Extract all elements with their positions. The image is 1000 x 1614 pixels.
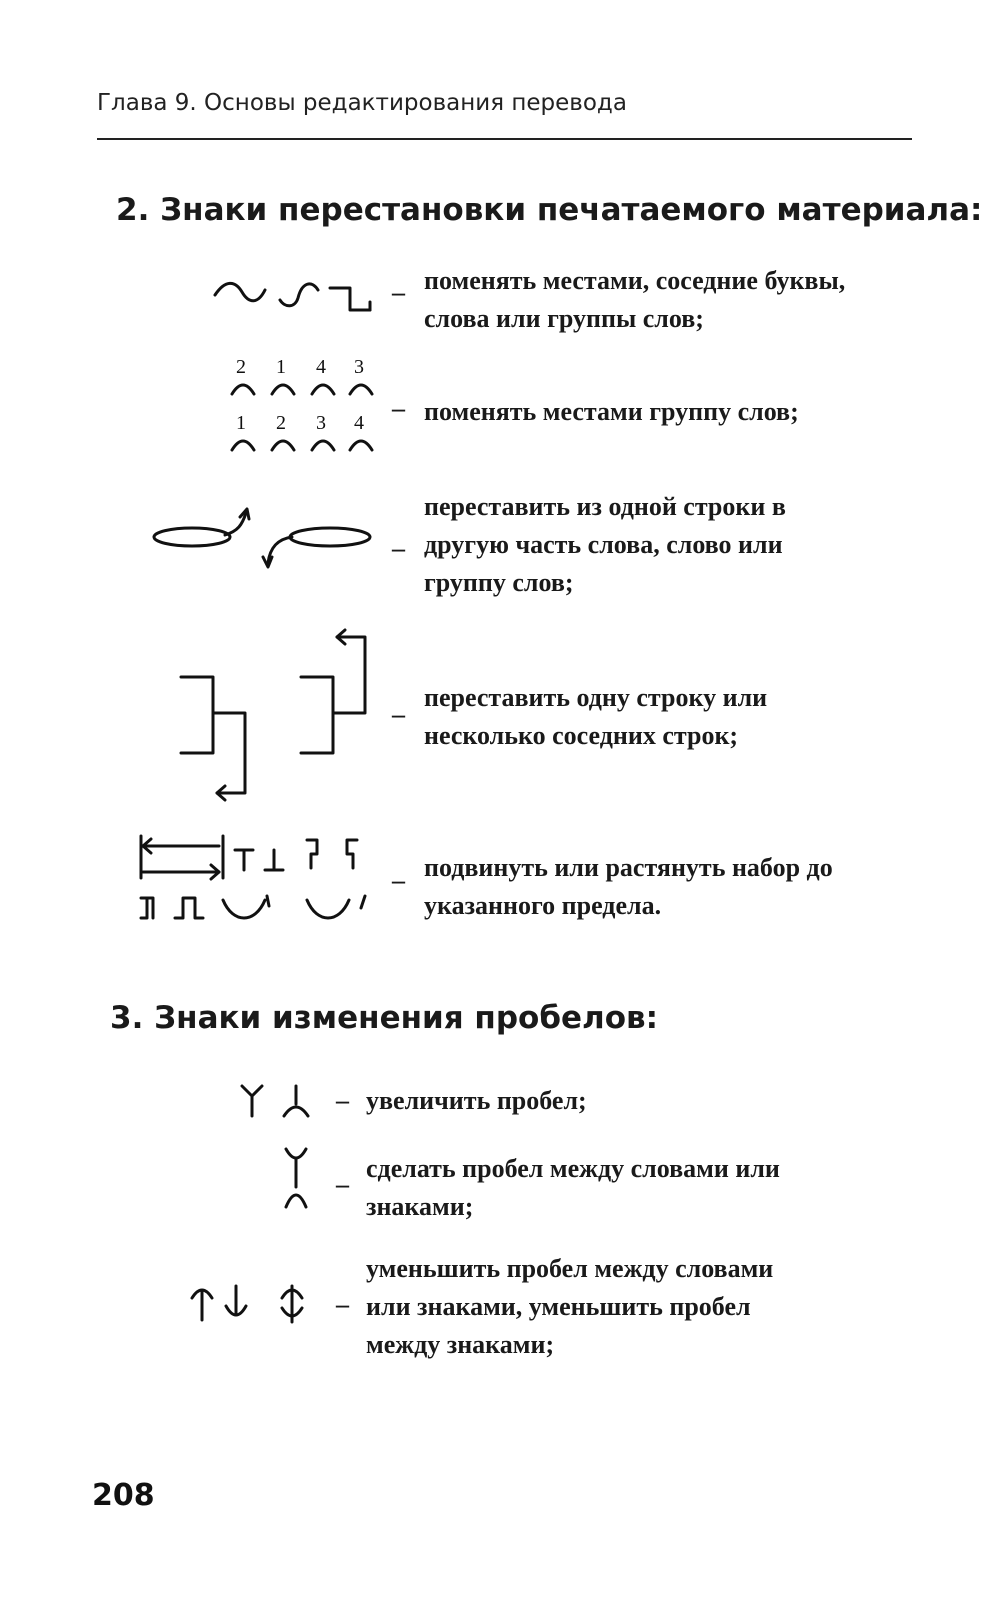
notch-mark [141,898,153,918]
swap-word-group-icon [228,356,378,466]
arrow-up-mark [225,513,246,535]
dash: – [336,1170,349,1199]
item-description: поменять местами, соседние буквы, слова или группы слов; [424,266,846,333]
section-2-title: 2. Знаки перестановки печатаемого материала: [116,192,983,228]
order-number: 4 [316,356,326,378]
item-description: поменять местами группу слов; [424,397,799,426]
inverted-t-mark [265,850,283,870]
y-mark [242,1086,262,1116]
curve-mark [307,900,349,918]
increase-space-icon [238,1082,328,1122]
section-3-title: 3. Знаки изменения пробелов: [110,1000,659,1036]
order-number: 2 [236,356,246,378]
step-right-mark [307,840,317,868]
dash: – [336,1290,349,1319]
space-mark [286,1149,306,1207]
curve-mark [223,900,265,918]
down-arc-mark [226,1286,246,1315]
page-number: 208 [92,1478,155,1513]
oval-mark [290,528,370,546]
swap-arc-mark [280,284,318,306]
t-mark [235,850,253,870]
item-description: переставить одну строку или несколько соседних строк; [424,683,768,750]
inverted-y-mark [284,1086,308,1116]
move-between-lines-icon [150,505,380,575]
dash: – [392,394,405,423]
insert-space-icon [282,1145,322,1215]
up-arc-mark [192,1290,212,1320]
order-number: 1 [276,356,286,378]
order-number: 2 [276,412,286,434]
item-description: переставить из одной строки в другую часть слова, слово или группу слов; [424,492,786,597]
header-rule [97,138,912,140]
dash: – [336,1086,349,1115]
tick-mark [361,896,365,908]
arc-row-icon [228,378,378,398]
dash: – [392,866,405,895]
step-left-mark [347,840,357,868]
item-description: сделать пробел между словами или знаками; [366,1154,780,1221]
order-number: 3 [354,356,364,378]
bracket-mark [301,677,333,753]
item-description: увеличить пробел; [366,1086,587,1115]
swap-letters-icon [210,270,410,330]
tilde-mark [215,283,265,300]
move-up-arrow [333,637,365,713]
tick-mark [267,896,269,906]
item-description: уменьшить пробел между словами или знаками, уменьшить пробел между знаками; [366,1254,774,1359]
dash: – [392,278,405,307]
arc-row-icon [228,434,378,454]
order-number: 4 [354,412,364,434]
item-description: подвинуть или растянуть набор до указанного предела. [424,853,833,920]
order-number: 3 [316,412,326,434]
step-mark [330,288,370,310]
reduce-space-icon [186,1282,326,1326]
move-down-arrow [213,713,245,793]
chapter-header: Глава 9. Основы редактирования перевода [97,90,627,116]
bracket-up-mark [175,898,203,918]
move-lines-icon [175,625,385,805]
shift-set-icon [135,828,385,928]
dash: – [392,534,405,563]
oval-mark [154,528,230,546]
bracket-mark [181,677,213,753]
order-number: 1 [236,412,246,434]
dash: – [392,700,405,729]
closed-space-mark [282,1286,302,1322]
